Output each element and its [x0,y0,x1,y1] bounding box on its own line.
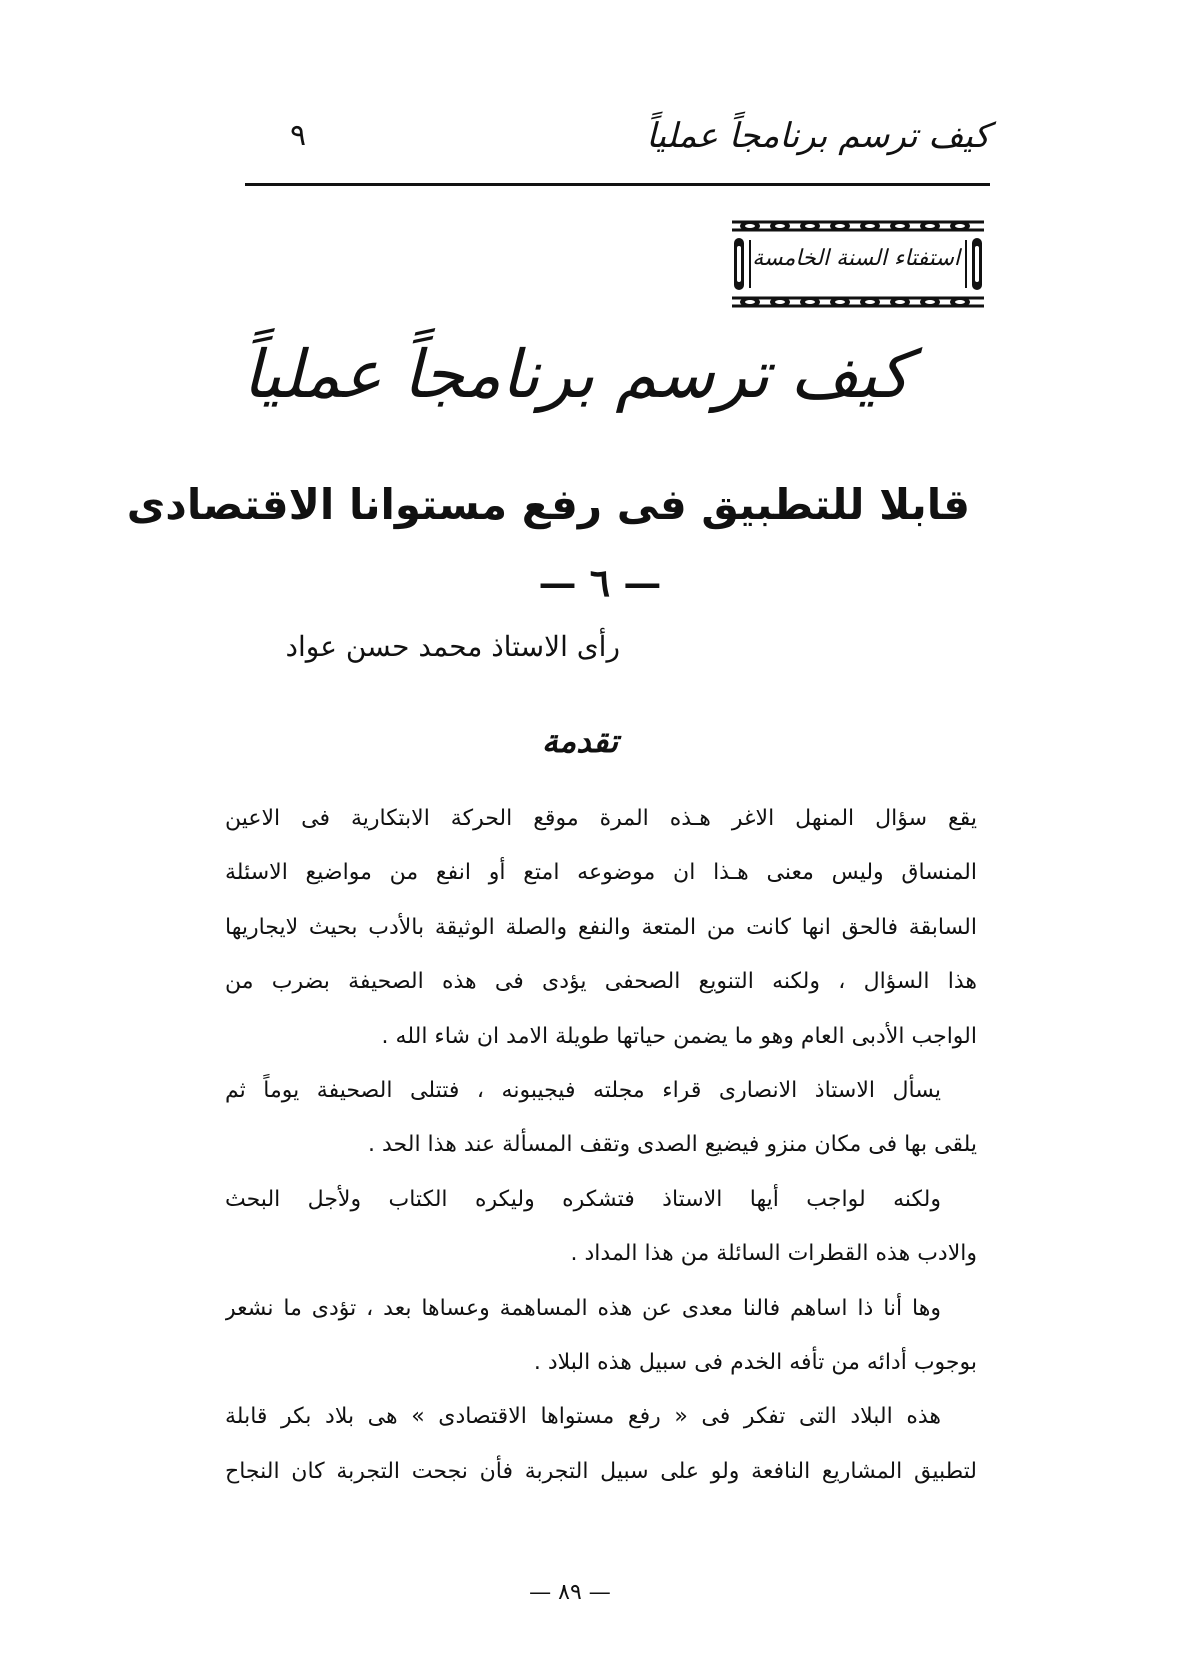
ornamental-frame [728,214,988,314]
article-subtitle: قابلا للتطبيق فى رفع مستوانا الاقتصادى [126,480,970,529]
body-line: السابقة فالحق انها كانت من المتعة والنفع والصلة الوثيقة بالأدب بحيث لايجاريها [225,914,977,940]
header-rule [245,183,990,186]
footer-page-number: — ٨٩ — [529,1580,611,1605]
body-line: يسأل الاستاذ الانصارى قراء مجلته فيجيبونه ، فتتلى الصحيفة يوماً ثم [225,1077,941,1103]
frame-label-text: استفتاء السنة الخامسة [752,246,960,271]
body-line: ولكنه لواجب أيها الاستاذ فتشكره وليكره الكتاب ولأجل البحث [225,1186,941,1212]
running-header-title: كيف ترسم برنامجاً عملياً [646,116,990,156]
running-header-page-number: ٩ [290,118,307,153]
body-line: والادب هذه القطرات السائلة من هذا المداد . [570,1241,977,1267]
body-line: بوجوب أدائه من تأفه الخدم فى سبيل هذه البلاد . [533,1349,977,1375]
body-line: الواجب الأدبى العام وهو ما يضمن حياتها طويلة الامد ان شاء الله . [381,1023,977,1049]
article-title: كيف ترسم برنامجاً عملياً [242,336,910,413]
section-heading: تقدمة [541,722,619,760]
body-line: وها أنا ذا اساهم فالنا معدى عن هذه المساهمة وعساها بعد ، تؤدى ما نشعر [225,1295,941,1321]
body-line: لتطبيق المشاريع النافعة ولو على سبيل التجربة فأن نجحت التجربة كان النجاح [225,1458,977,1484]
running-header [245,108,990,178]
body-line: هذه البلاد التى تفكر فى « رفع مستواها الاقتصادى » هى بلاد بكر قابلة [225,1404,941,1430]
body-line: المنساق وليس معنى هـذا ان موضوعه امتع أو انفع من مواضيع الاسئلة [225,860,977,886]
body-line: هذا السؤال ، ولكنه التنويع الصحفى يؤدى فى هذه الصحيفة بضرب من [225,969,977,995]
body-line: يقع سؤال المنهل الاغر هـذه المرة موقع الحركة الابتكارية فى الاعين [225,806,977,831]
series-number: — ٦ — [538,560,662,605]
author-line: رأى الاستاذ محمد حسن عواد [285,630,620,663]
body-line: يلقى بها فى مكان منزو فيضيع الصدى وتقف المسألة عند هذا الحد . [368,1132,977,1158]
body-text [225,792,977,1499]
